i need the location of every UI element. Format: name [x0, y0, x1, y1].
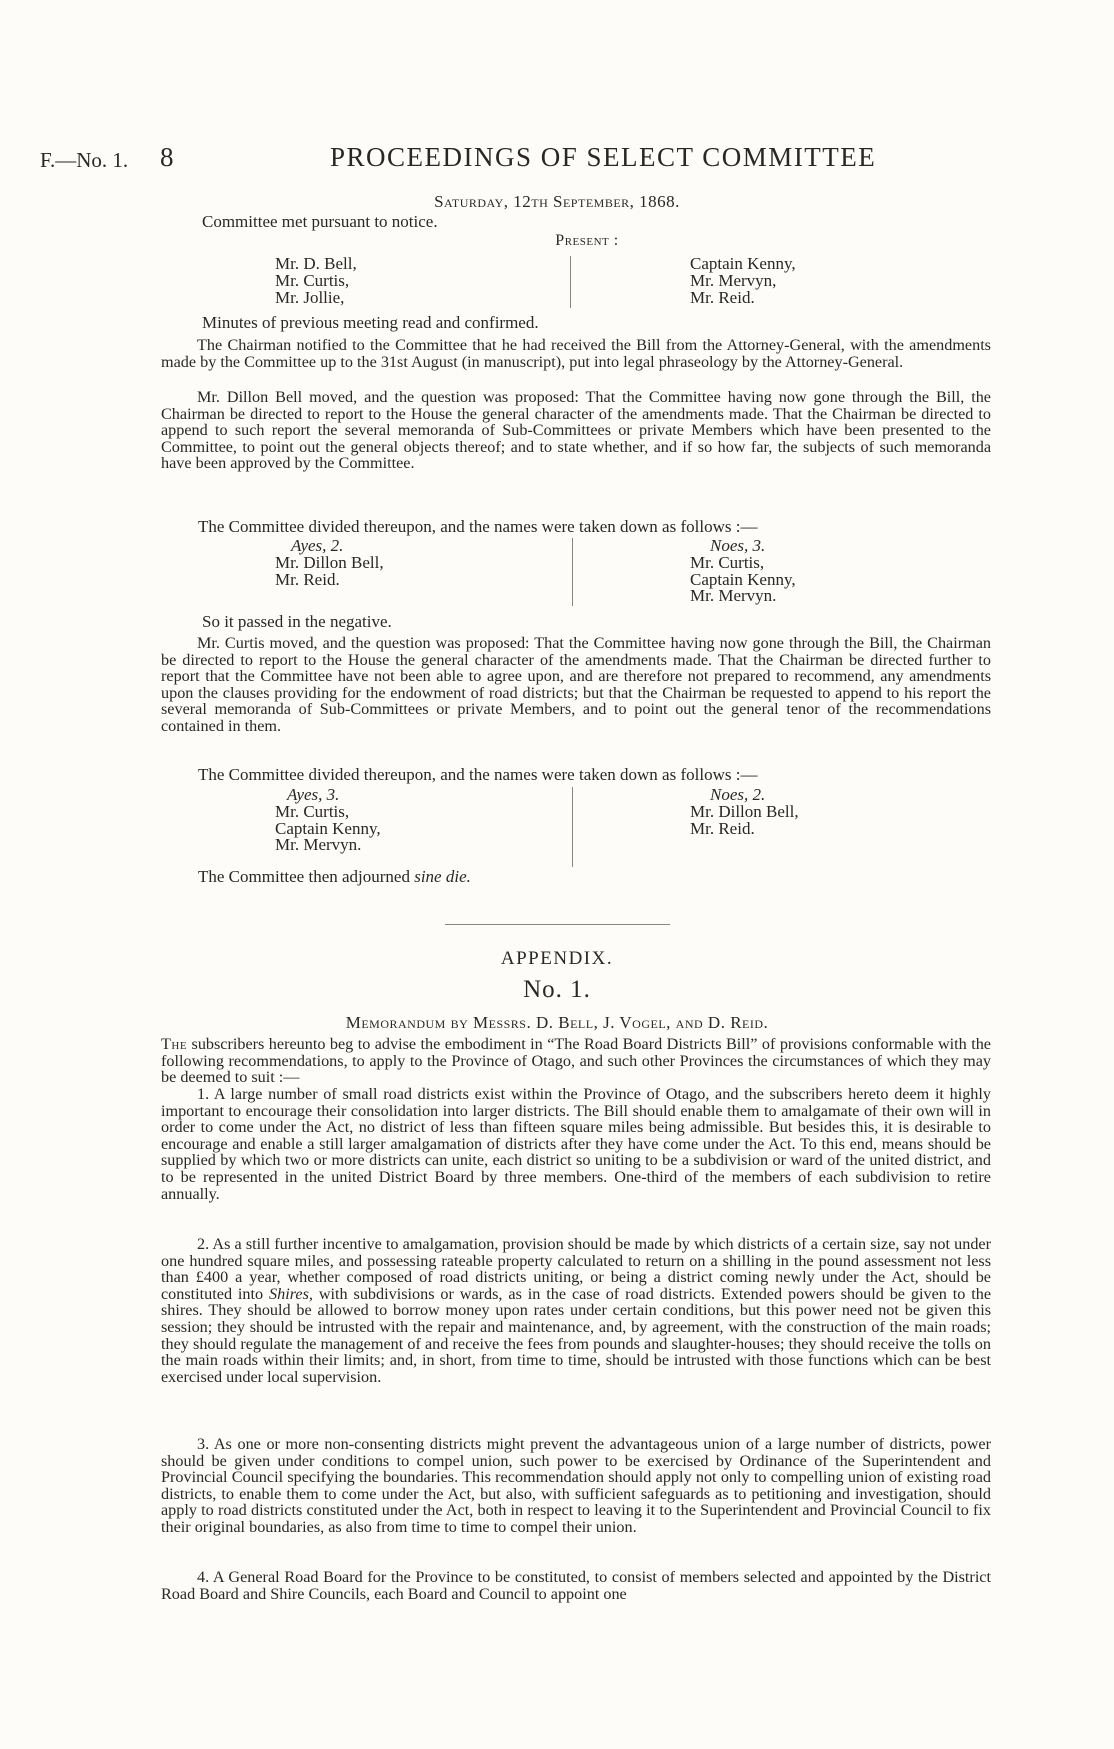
- page-number: 8: [160, 142, 174, 172]
- memorandum-item-4: 4. A General Road Board for the Province to be constituted, to consist of members selected and appointed by the District Road Board and Shire Councils, each Board and Council to appoint one: [161, 1568, 991, 1603]
- present-left-column: [275, 256, 357, 306]
- appendix-heading: APPENDIX.: [500, 948, 614, 969]
- member-name: Mr. Mervyn.: [690, 586, 777, 606]
- member-name: Mr. Reid.: [275, 569, 340, 589]
- bell-motion: Mr. Dillon Bell moved, and the question was proposed: That the Committee having now gone through the Bill, the Chairman be directed to report to the House the general character of the amendments made. That the Chairman be directed to append to such report the several memoranda of Sub-Committees or private Members which have been presented to the Committee, to point out the general objects thereof; and to state whether, and if so how far, the subjects of such memoranda have been approved by the Committee.: [161, 388, 991, 473]
- memorandum-item-1: 1. A large number of small road districts exist within the Province of Otago, and the subscribers hereto deem it highly important to encourage their consolidation into larger districts. The Bill should enable them to amalgamate of their own will in order to come under the Act, no district of less than fifteen square miles being admissible. But besides this, it is desirable to encourage and enable a still larger amalgamation of districts after they have come under the Act. To this end, means should be supplied by which two or more districts can unite, each district so uniting to be a subdivision or ward of the united district, and to be represented in the united District Board by three members. One-third of the members of each subdivision to retire annually.: [161, 1085, 991, 1203]
- memorandum-item-2: 2. As a still further incentive to amalgamation, provision should be made by which districts of a certain size, say not under one hundred square miles, and possessing rateable property calculated to return on a shilling in the pound assessment not less than £400 a year, whether composed of road districts uniting, or being a district coming newly under the Act, should be constituted into Shires, with subdivisions or wards, as in the case of road districts. Extended powers should be given to the shires. They should be allowed to borrow money upon rates under certain conditions, but this power need not be given this session; they should be intrusted with the repair and maintenance, and, by agreement, with the construction of the main roads; they should regulate the management of and receive the fees from pounds and slaughter-houses; they should receive the tolls on the main roads within their limits; and, in short, from time to time, should be intrusted with those functions which can be best exercised under local supervision.: [161, 1235, 992, 1386]
- meeting-opening: Committee met pursuant to notice.: [202, 212, 438, 231]
- column-divider: [572, 787, 573, 867]
- division-1-noes: [690, 538, 796, 605]
- member-name: Mr. Reid.: [690, 287, 755, 307]
- memorandum-title: Memorandum by Messrs. D. Bell, J. Vogel, and D. Reid.: [345, 1013, 769, 1032]
- page-header: [30, 140, 1090, 180]
- member-name: Mr. Dillon Bell,: [690, 801, 799, 821]
- member-name: Mr. Jollie,: [275, 287, 345, 307]
- member-name: Mr. Curtis,: [275, 801, 350, 821]
- division-1-result: So it passed in the negative.: [202, 612, 392, 631]
- member-name: Captain Kenny,: [690, 254, 796, 273]
- column-divider: [570, 256, 571, 308]
- present-heading: Present :: [555, 232, 619, 249]
- member-name: Mr. Curtis,: [275, 270, 350, 290]
- running-title: PROCEEDINGS OF SELECT COMMITTEE: [330, 142, 877, 172]
- noes-heading: Noes, 3.: [710, 536, 766, 555]
- member-name: Mr. Mervyn,: [690, 270, 777, 290]
- minutes-confirmed: Minutes of previous meeting read and confirmed.: [202, 313, 539, 332]
- meeting-date: Saturday, 12th September, 1868.: [434, 192, 680, 211]
- member-name: Mr. Dillon Bell,: [275, 552, 384, 572]
- member-name: Mr. Mervyn.: [275, 835, 362, 855]
- member-name: Mr. D. Bell,: [275, 254, 357, 273]
- ayes-heading: Ayes, 3.: [287, 785, 340, 804]
- chairman-notice: The Chairman notified to the Committee that he had received the Bill from the Attorney-General, with the amendments made by the Committee up to the 31st August (in manuscript), put into legal phraseology by the Attorney-General.: [161, 336, 991, 371]
- appendix-number: No. 1.: [523, 976, 591, 1003]
- memorandum-intro: The subscribers hereunto beg to advise the embodiment in “The Road Board Districts Bill” of provisions conformable with the following recommendations, to apply to the Province of Otago, and such other Provinces the circumstances of which they may be deemed to suit :—: [161, 1035, 991, 1087]
- member-name: Mr. Curtis,: [690, 552, 765, 572]
- adjournment: The Committee then adjourned sine die.: [198, 867, 471, 886]
- member-name: Mr. Reid.: [690, 818, 755, 838]
- sheet-reference: F.—No. 1.: [40, 148, 129, 172]
- present-right-column: [690, 256, 796, 306]
- division-2-intro: The Committee divided thereupon, and the names were taken down as follows :—: [198, 765, 758, 784]
- division-2-ayes: [275, 787, 381, 854]
- section-divider: [445, 924, 670, 925]
- noes-heading: Noes, 2.: [710, 785, 766, 804]
- memorandum-item-3: 3. As one or more non-consenting districts might prevent the advantageous union of a large number of districts, power should be given under conditions to compel union, such power to be exercised by Ordinance of the Superintendent and Provincial Council specifying the boundaries. This recommendation should apply not only to compelling union of existing road districts, to enable them to come under the Act, but also, with sufficient safeguards as to petitioning and investigation, should apply to road districts constituted under the Act, both in respect to leaving it to the Superintendent and Provincial Council to fix their original boundaries, as also from time to time to compel their union.: [161, 1435, 991, 1536]
- curtis-motion: Mr. Curtis moved, and the question was proposed: That the Committee having now gone through the Bill, the Chairman be directed to report to the House the general character of the amendments made. That the Chairman be directed further to report that the Committee have not been able to agree upon, and are therefore not prepared to recommend, any amendments upon the clauses providing for the endowment of road districts; but that the Chairman be requested to append to his report the several memoranda of Sub-Committees or private Members, and to point out the general tenor of the recommendations contained in them.: [161, 634, 991, 735]
- member-name: Captain Kenny,: [275, 818, 381, 838]
- division-1-ayes: [275, 538, 384, 588]
- division-2-noes: [690, 787, 799, 837]
- division-1-intro: The Committee divided thereupon, and the names were taken down as follows :—: [198, 517, 758, 536]
- member-name: Captain Kenny,: [690, 569, 796, 589]
- column-divider: [572, 538, 573, 606]
- ayes-heading: Ayes, 2.: [291, 536, 344, 555]
